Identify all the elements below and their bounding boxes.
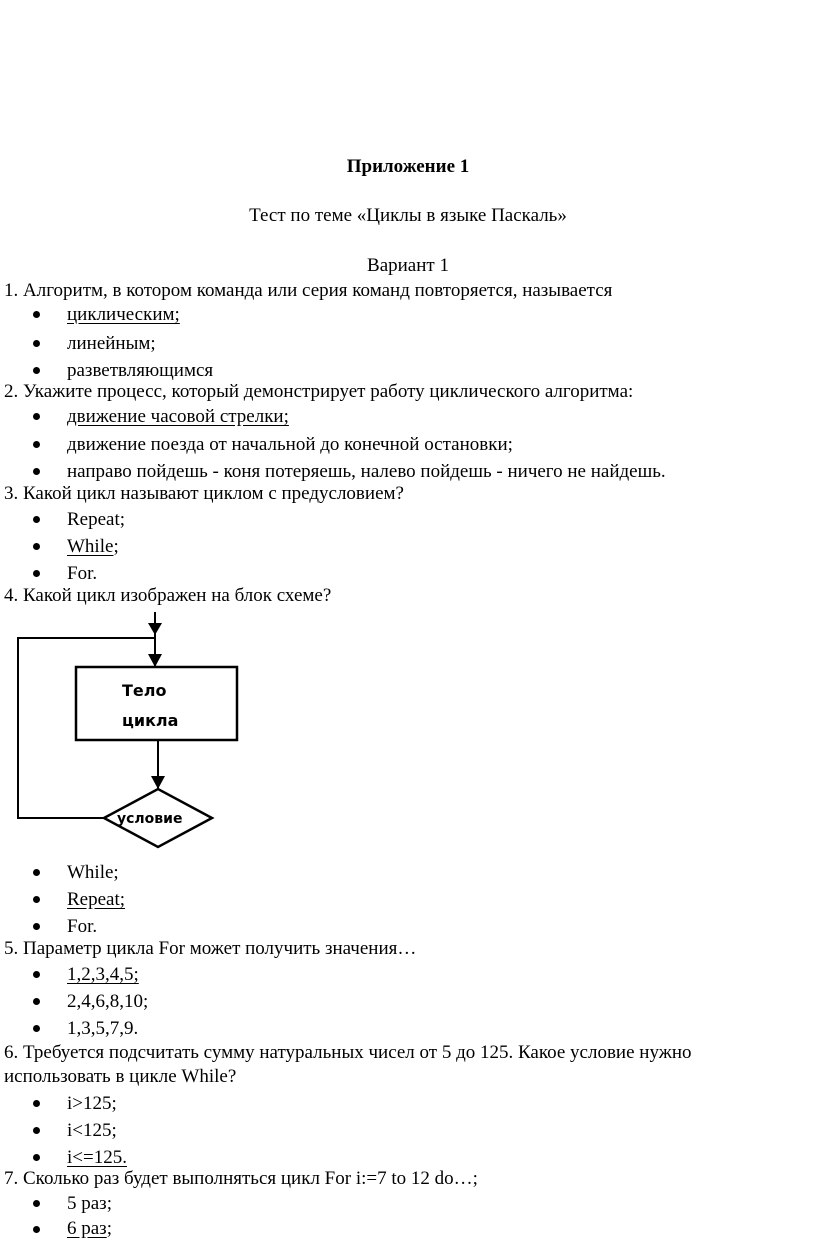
- loop-body-label-2: цикла: [122, 711, 179, 730]
- q1-option-3: разветвляющимся: [67, 360, 214, 381]
- bullet-icon: [33, 1226, 40, 1233]
- condition-label: условие: [117, 811, 183, 827]
- q3-option-1: Repeat;: [67, 509, 126, 530]
- question-2: 2. Укажите процесс, который демонстрирует работу циклического алгоритма:: [4, 381, 634, 402]
- q4-option-2: Repeat;: [67, 889, 126, 910]
- question-5: 5. Параметр цикла For может получить значения…: [4, 938, 417, 959]
- bullet-icon: [33, 340, 40, 347]
- loop-flowchart: [0, 600, 260, 860]
- test-subtitle: Тест по теме «Циклы в языке Паскаль»: [249, 205, 567, 226]
- bullet-icon: [33, 896, 40, 903]
- bullet-icon: [33, 570, 40, 577]
- bullet-icon: [33, 1025, 40, 1032]
- question-6-line-2: использовать в цикле While?: [4, 1066, 237, 1087]
- q5-option-3: 1,3,5,7,9.: [67, 1018, 139, 1039]
- arrow-head-body: [148, 654, 162, 667]
- arrow-head-condition: [151, 776, 165, 789]
- bullet-icon: [33, 971, 40, 978]
- q4-option-1: While;: [67, 862, 119, 883]
- q3-option-3: For.: [67, 563, 98, 584]
- bullet-icon: [33, 1100, 40, 1107]
- q7-option-2: [67, 1218, 112, 1240]
- bullet-icon: [33, 413, 40, 420]
- question-6-line-1: 6. Требуется подсчитать сумму натуральных чисел от 5 до 125. Какое условие нужно: [4, 1042, 692, 1063]
- q6-option-2: i<125;: [67, 1120, 117, 1141]
- appendix-title: Приложение 1: [346, 156, 470, 177]
- bullet-icon: [33, 1154, 40, 1161]
- q3-option-2-suffix: ;: [113, 536, 119, 557]
- q3-option-2: [67, 536, 119, 558]
- q5-option-2: 2,4,6,8,10;: [67, 991, 149, 1012]
- bullet-icon: [33, 998, 40, 1005]
- bullet-icon: [33, 468, 40, 475]
- q6-option-3: i<=125.: [67, 1147, 127, 1168]
- q2-option-3: направо пойдешь - коня потеряешь, налево пойдешь - ничего не найдешь.: [67, 461, 666, 482]
- bullet-icon: [33, 923, 40, 930]
- bullet-icon: [33, 543, 40, 550]
- q2-option-1: движение часовой стрелки;: [67, 406, 289, 427]
- q2-option-2: движение поезда от начальной до конечной остановки;: [67, 434, 513, 455]
- question-4: 4. Какой цикл изображен на блок схеме?: [4, 585, 332, 606]
- bullet-icon: [33, 311, 40, 318]
- arrow-head-top: [148, 623, 162, 635]
- q3-option-2-text: While: [67, 536, 114, 557]
- loop-body-label-1: Тело: [122, 681, 167, 700]
- bullet-icon: [33, 367, 40, 374]
- bullet-icon: [33, 1200, 40, 1207]
- bullet-icon: [33, 869, 40, 876]
- bullet-icon: [33, 516, 40, 523]
- q7-option-2-suffix: ;: [106, 1218, 112, 1239]
- bullet-icon: [33, 441, 40, 448]
- q5-option-1: 1,2,3,4,5;: [67, 964, 139, 985]
- q1-option-1: циклическим;: [67, 304, 180, 325]
- question-1: 1. Алгоритм, в котором команда или серия команд повторяется, называется: [4, 280, 613, 301]
- q7-option-2-text: 6 раз: [67, 1218, 107, 1239]
- question-7: 7. Сколько раз будет выполняться цикл For i:=7 to 12 do…;: [4, 1168, 478, 1189]
- variant-label: Вариант 1: [367, 255, 449, 276]
- q4-option-3: For.: [67, 916, 98, 937]
- question-3: 3. Какой цикл называют циклом с предусловием?: [4, 483, 404, 504]
- q1-option-2: линейным;: [67, 333, 156, 354]
- q6-option-1: i>125;: [67, 1093, 117, 1114]
- q7-option-1: 5 раз;: [67, 1193, 112, 1214]
- bullet-icon: [33, 1127, 40, 1134]
